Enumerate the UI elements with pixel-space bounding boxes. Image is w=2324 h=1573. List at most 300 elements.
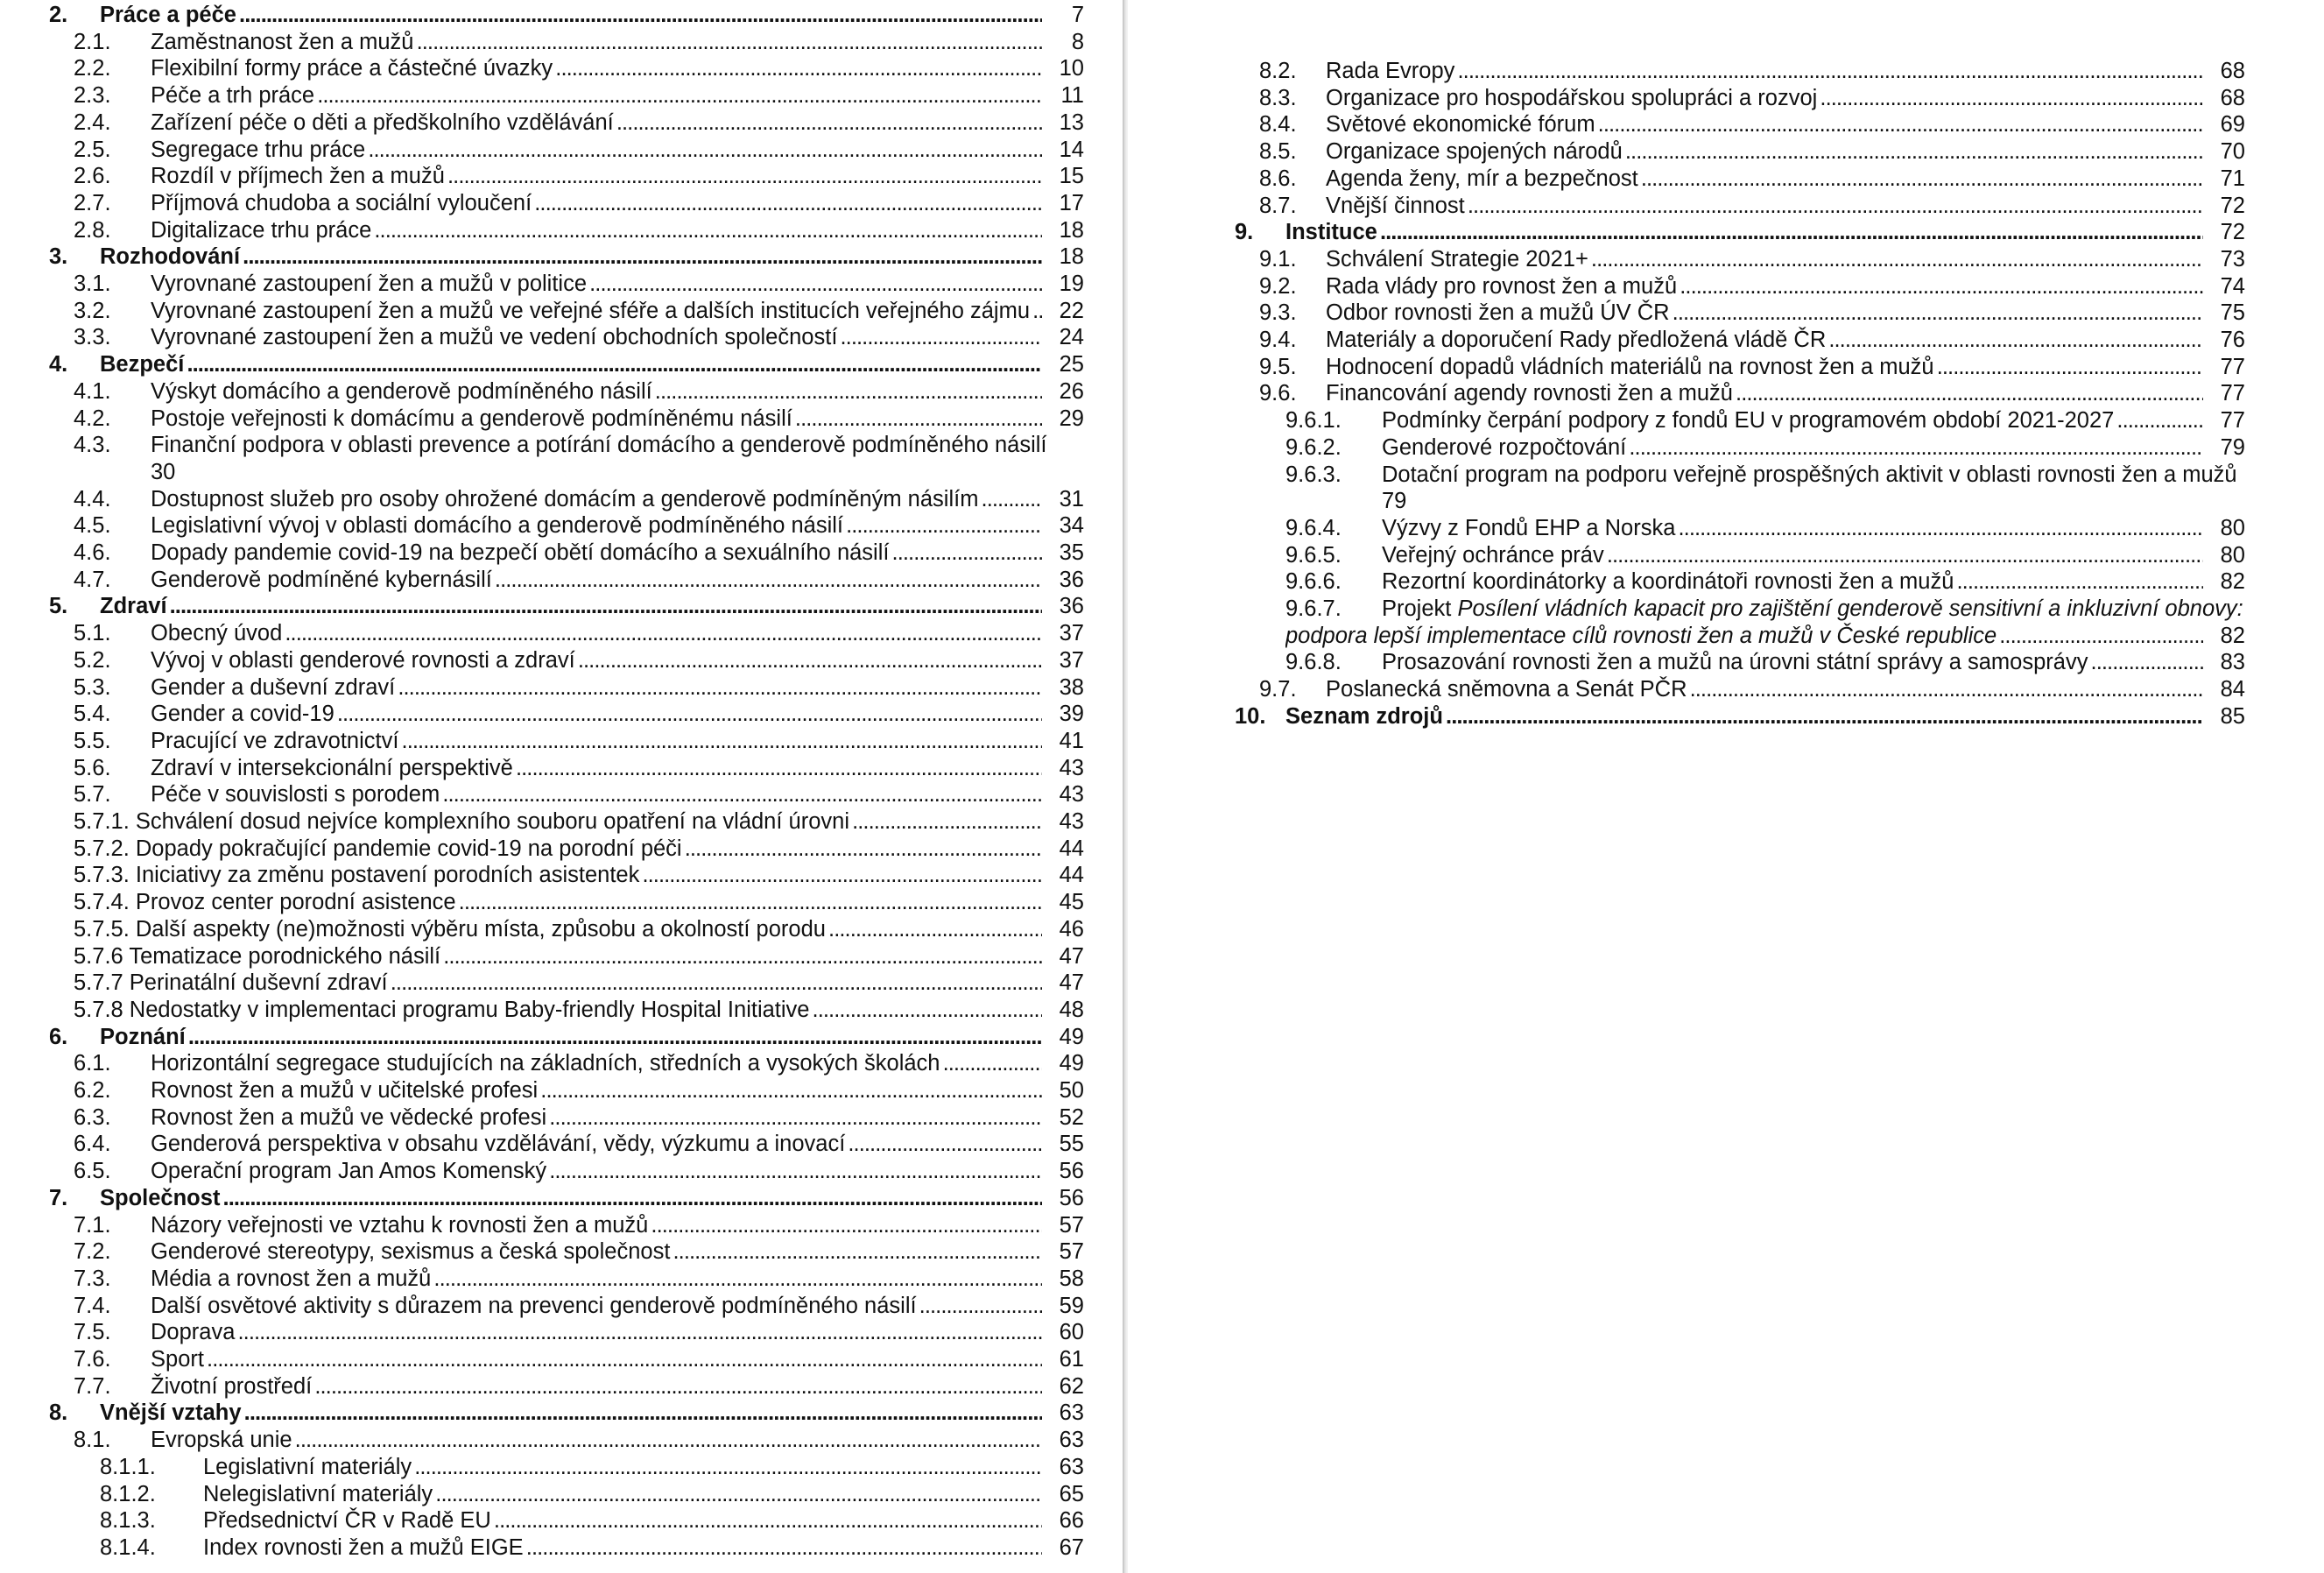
- toc-entry-title-text: Gender a duševní zdraví: [151, 674, 396, 700]
- toc-entry[interactable]: [1235, 219, 2245, 246]
- toc-entry[interactable]: [74, 620, 1084, 647]
- toc-entry-number: 2.8.: [74, 217, 111, 243]
- toc-entry-number: 9.6.4.: [1285, 515, 1342, 540]
- toc-entry-title-text: Rezortní koordinátorky a koordinátoři rovnosti žen a mužů: [1382, 569, 1954, 595]
- toc-entry-title-text: Dotační program na podporu veřejně prospěšných aktivit v oblasti rovnosti žen a mužů: [1382, 462, 2237, 487]
- toc-entry[interactable]: [1259, 327, 2245, 354]
- toc-entry-title-text: Digitalizace trhu práce: [151, 217, 372, 243]
- toc-entry-title: [100, 1185, 1042, 1212]
- toc-entry[interactable]: [1285, 407, 2245, 434]
- toc-entry-page: 82: [2217, 623, 2245, 650]
- toc-entry[interactable]: [74, 808, 1084, 836]
- toc-entry-title: [151, 109, 1042, 137]
- toc-entry-title-text: Projekt: [1382, 596, 1458, 621]
- toc-entry[interactable]: [1285, 462, 2245, 489]
- toc-entry[interactable]: [74, 567, 1084, 594]
- toc-entry-number: 4.7.: [74, 567, 111, 592]
- toc-entry[interactable]: [49, 2, 1084, 29]
- toc-entry-title: [1382, 515, 2203, 542]
- toc-entry-title: [1326, 111, 2203, 138]
- toc-entry[interactable]: [49, 351, 1084, 378]
- toc-entry[interactable]: [74, 1158, 1084, 1185]
- toc-entry-page: 47: [1056, 970, 1084, 997]
- toc-entry-page: 19: [1056, 271, 1084, 298]
- toc-entry[interactable]: [74, 298, 1084, 325]
- toc-entry-title-text: Agenda ženy, mír a bezpečnost: [1326, 166, 1638, 191]
- toc-entry-title: [1382, 462, 2237, 489]
- toc-entry-number: 4.5.: [74, 513, 111, 539]
- toc-entry-page: 85: [2217, 703, 2245, 730]
- toc-entry-title-text: Práce a péče: [100, 3, 236, 27]
- toc-entry[interactable]: [1259, 166, 2245, 193]
- toc-entry-title-text: Dostupnost služeb pro osoby ohrožené domácím a genderově podmíněným násilím: [151, 486, 979, 511]
- toc-entry[interactable]: [74, 1319, 1084, 1346]
- toc-entry-number: 7.1.: [74, 1212, 111, 1238]
- toc-entry[interactable]: [1259, 193, 2245, 220]
- toc-entry[interactable]: [1259, 273, 2245, 300]
- toc-entry-number: 7.2.: [74, 1239, 111, 1265]
- toc-entry-title-text: 5.7.6 Tematizace porodnického násilí: [74, 943, 441, 969]
- toc-entry-title: [1326, 138, 2203, 166]
- toc-entry-page: 37: [1056, 647, 1084, 674]
- toc-entry-number: 8.4.: [1259, 112, 1297, 138]
- toc-entry-number: 8.1.4.: [100, 1534, 156, 1560]
- toc-entry-page: 80: [2217, 542, 2245, 569]
- toc-entry[interactable]: [74, 109, 1084, 137]
- toc-entry[interactable]: [74, 1104, 1084, 1132]
- toc-entry-page: 62: [1056, 1373, 1084, 1400]
- toc-entry[interactable]: [74, 970, 1084, 997]
- toc-entry[interactable]: [74, 916, 1084, 943]
- toc-entry-page: 74: [2217, 273, 2245, 300]
- toc-entry[interactable]: [74, 190, 1084, 217]
- toc-entry-title: [100, 243, 1042, 271]
- toc-entry-title: [1285, 703, 2203, 730]
- toc-entry-title-text: Flexibilní formy práce a částečné úvazky: [151, 56, 553, 81]
- toc-entry-number: 8.: [49, 1400, 68, 1426]
- toc-entry[interactable]: [74, 1346, 1084, 1373]
- toc-entry-title: [151, 217, 1042, 244]
- toc-entry-title: [151, 324, 1042, 351]
- toc-entry-page: 72: [2217, 193, 2245, 220]
- toc-entry-number: 7.4.: [74, 1293, 111, 1318]
- toc-entry-number: 9.6.3.: [1285, 462, 1342, 487]
- toc-entry[interactable]: [100, 1507, 1084, 1534]
- toc-entry-title-text: Veřejný ochránce práv: [1382, 542, 1604, 568]
- toc-entry[interactable]: [74, 540, 1084, 567]
- toc-entry-title: [151, 781, 1042, 808]
- toc-entry-number: 4.3.: [74, 433, 111, 458]
- toc-entry-number: 9.3.: [1259, 300, 1297, 326]
- toc-entry-page: 56: [1056, 1185, 1084, 1212]
- toc-entry-number: 3.3.: [74, 325, 111, 350]
- toc-entry-title: [74, 862, 1042, 889]
- toc-entry-number: 8.6.: [1259, 166, 1297, 191]
- toc-entry-page: 79: [2217, 434, 2245, 462]
- toc-entry-number: 8.2.: [1259, 59, 1297, 83]
- toc-entry-title-text: Postoje veřejnosti k domácímu a genderově podmíněnému násilí: [151, 406, 792, 431]
- toc-entry-page: 63: [1056, 1400, 1084, 1427]
- toc-entry-number: 9.4.: [1259, 328, 1297, 352]
- toc-entry-page: 31: [1056, 486, 1084, 513]
- toc-entry-page: 60: [1056, 1319, 1084, 1346]
- toc-entry-page: 36: [1056, 567, 1084, 594]
- toc-entry-title-text: Zařízení péče o děti a předškolního vzdělávání: [151, 109, 614, 135]
- toc-entry[interactable]: [74, 29, 1084, 56]
- toc-entry[interactable]: [74, 486, 1084, 513]
- toc-entry[interactable]: [1285, 434, 2245, 462]
- toc-entry-title: [1326, 380, 2203, 407]
- toc-entry-page: 45: [1056, 889, 1084, 916]
- toc-entry-title: [74, 836, 1042, 863]
- toc-entry[interactable]: [1259, 58, 2245, 85]
- toc-entry-title-text: 5.7.2. Dopady pokračující pandemie covid-19 na porodní péči: [74, 836, 682, 861]
- toc-entry-number: 4.2.: [74, 406, 111, 431]
- toc-entry-page: 67: [1056, 1534, 1084, 1562]
- toc-entry-number: 2.: [49, 3, 68, 27]
- toc-entry-title: [151, 1158, 1042, 1185]
- toc-entry-title-text: Vyrovnané zastoupení žen a mužů ve vedení obchodních společností: [151, 325, 838, 350]
- toc-entry[interactable]: [49, 1185, 1084, 1212]
- toc-entry-number: 9.2.: [1259, 273, 1297, 299]
- toc-entry[interactable]: [1235, 703, 2245, 730]
- toc-entry-number: 7.: [49, 1185, 68, 1210]
- toc-entry[interactable]: [49, 1400, 1084, 1427]
- toc-entry-number: 5.7.: [74, 782, 111, 808]
- toc-entry-number: 5.1.: [74, 621, 111, 646]
- toc-entry-page: 77: [2217, 407, 2245, 434]
- toc-entry[interactable]: [74, 1212, 1084, 1239]
- toc-entry-title: [151, 1427, 1042, 1454]
- toc-entry-page: 43: [1056, 781, 1084, 808]
- toc-entry-number: 2.5.: [74, 137, 111, 162]
- toc-page-right: [1128, 0, 2324, 1573]
- toc-entry-title-text: Genderové stereotypy, sexismus a česká společnost: [151, 1239, 671, 1265]
- toc-entry[interactable]: [74, 163, 1084, 190]
- toc-entry-page: 8: [1068, 29, 1084, 56]
- toc-entry-number: 9.: [1235, 220, 1254, 245]
- toc-entry-page: 56: [1056, 1158, 1084, 1185]
- toc-entry-number: 4.6.: [74, 540, 111, 565]
- toc-entry-page: 82: [2217, 568, 2245, 596]
- toc-entry-title-text: 5.7.7 Perinatální duševní zdraví: [74, 970, 388, 996]
- toc-entry-title-text: Péče v souvislosti s porodem: [151, 782, 440, 808]
- toc-entry-title: [1326, 676, 2203, 703]
- toc-entry[interactable]: [74, 512, 1084, 540]
- toc-entry-title: [1326, 193, 2203, 220]
- toc-entry-number: 2.3.: [74, 83, 111, 109]
- toc-entry-title-text: Evropská unie: [151, 1428, 292, 1453]
- toc-entry-title: [74, 970, 1042, 997]
- toc-entry-title-text: Vyrovnané zastoupení žen a mužů v politice: [151, 272, 588, 296]
- toc-entry-title-text: Zaměstnanost žen a mužů: [151, 29, 414, 54]
- toc-entry[interactable]: [100, 1534, 1084, 1562]
- toc-entry-number: 2.2.: [74, 56, 111, 81]
- toc-entry-title: [151, 647, 1042, 674]
- toc-entry-number: 6.: [49, 1024, 68, 1049]
- toc-entry[interactable]: [74, 137, 1084, 164]
- toc-entry-page: 29: [1056, 406, 1084, 433]
- toc-entry[interactable]: [1285, 515, 2245, 542]
- toc-entry-title: [151, 406, 1042, 433]
- toc-entry[interactable]: [74, 406, 1084, 433]
- toc-entry[interactable]: [74, 271, 1084, 298]
- toc-entry-number: 8.3.: [1259, 85, 1297, 110]
- toc-entry[interactable]: [74, 1373, 1084, 1400]
- toc-entry-number: 9.6.1.: [1285, 408, 1342, 434]
- toc-entry-title-text: Organizace pro hospodářskou spolupráci a rozvoj: [1326, 85, 1818, 110]
- toc-entry-title-text: Poslanecká sněmovna a Senát PČR: [1326, 677, 1687, 702]
- toc-entry-title-text: Segregace trhu práce: [151, 137, 366, 162]
- toc-entry[interactable]: [1259, 111, 2245, 138]
- toc-entry-number: 5.2.: [74, 647, 111, 673]
- toc-entry-title-text: 5.7.5. Další aspekty (ne)možnosti výběru místa, způsobu a okolností porodu: [74, 916, 826, 942]
- toc-entry-title: [1326, 246, 2203, 273]
- toc-entry-title-text: Rozhodování: [100, 244, 241, 270]
- toc-entry[interactable]: [1259, 380, 2245, 407]
- toc-entry-title: [1285, 219, 2203, 246]
- toc-entry[interactable]: [74, 862, 1084, 889]
- toc-entry-page: 80: [2217, 515, 2245, 542]
- toc-entry[interactable]: [49, 1024, 1084, 1051]
- toc-entry-title: [1382, 596, 2243, 623]
- toc-entry[interactable]: [74, 674, 1084, 702]
- toc-entry-title: [151, 1346, 1042, 1373]
- toc-entry-title: [151, 567, 1042, 594]
- toc-entry-page: 63: [1056, 1427, 1084, 1454]
- toc-entry-title: [1382, 649, 2203, 676]
- toc-entry-title: [151, 190, 1042, 217]
- toc-entry-number: 2.6.: [74, 164, 111, 189]
- toc-entry-page: 83: [2217, 649, 2245, 676]
- toc-entry-title: [151, 674, 1042, 702]
- toc-entry[interactable]: [74, 1266, 1084, 1293]
- toc-entry-title-text: Prosazování rovnosti žen a mužů na úrovni státní správy a samosprávy: [1382, 650, 2088, 675]
- toc-entry-page: 15: [1056, 163, 1084, 190]
- toc-entry-page: 37: [1056, 620, 1084, 647]
- toc-entry-title: [1326, 166, 2203, 193]
- toc-entry-number: 10.: [1235, 703, 1266, 729]
- toc-entry-number: 9.1.: [1259, 246, 1297, 272]
- toc-entry[interactable]: [74, 889, 1084, 916]
- toc-entry-page: 70: [2217, 138, 2245, 166]
- toc-entry[interactable]: [49, 243, 1084, 271]
- toc-entry-title-italic-cont: podpora lepší implementace cílů rovnosti žen a mužů v České republice: [1285, 623, 1997, 648]
- toc-entry[interactable]: [1285, 568, 2245, 596]
- toc-entry-title-text: 5.7.1. Schválení dosud nejvíce komplexního souboru opatření na vládní úrovni: [74, 809, 849, 834]
- toc-entry[interactable]: [1259, 85, 2245, 112]
- toc-entry-title-text: Vývoj v oblasti genderové rovnosti a zdraví: [151, 647, 575, 673]
- toc-entry-title: [151, 755, 1042, 782]
- toc-entry[interactable]: [74, 728, 1084, 755]
- toc-entry[interactable]: [49, 593, 1084, 620]
- toc-entry-title-text: Genderově podmíněné kybernásilí: [151, 567, 492, 592]
- toc-entry-title-text: Schválení Strategie 2021+: [1326, 246, 1588, 272]
- toc-entry-title: [151, 163, 1042, 190]
- toc-entry-page: 48: [1056, 997, 1084, 1024]
- toc-entry-title: [151, 1238, 1042, 1266]
- toc-entry-number: 8.1.: [74, 1428, 111, 1453]
- toc-entry-number: 7.6.: [74, 1347, 111, 1372]
- toc-entry-title-text: Rozdíl v příjmech žen a mužů: [151, 164, 445, 189]
- toc-entry-title-text: Názory veřejnosti ve vztahu k rovnosti žen a mužů: [151, 1212, 649, 1238]
- toc-entry-title: [100, 593, 1042, 620]
- toc-entry-title: [1326, 327, 2203, 354]
- toc-entry-number: 3.2.: [74, 298, 111, 323]
- toc-entry-page: 76: [2217, 327, 2245, 354]
- toc-entry-number: 9.6.2.: [1285, 434, 1342, 460]
- toc-entry-title: [1326, 85, 2203, 112]
- toc-entry-page: 18: [1056, 243, 1084, 271]
- toc-entry-continuation: [1285, 623, 2245, 650]
- toc-entry-title-text: Zdraví v intersekcionální perspektivě: [151, 755, 513, 780]
- toc-entry[interactable]: [74, 1077, 1084, 1104]
- toc-entry[interactable]: [74, 1238, 1084, 1266]
- toc-entry-title-text: 5.7.8 Nedostatky v implementaci programu Baby-friendly Hospital Initiative: [74, 997, 810, 1022]
- toc-entry-page: 84: [2217, 676, 2245, 703]
- toc-entry-title: [151, 486, 1042, 513]
- toc-entry-number: 6.3.: [74, 1104, 111, 1130]
- toc-entry-title: [74, 889, 1042, 916]
- toc-entry-number: 3.: [49, 244, 68, 270]
- toc-entry-number: 9.6.6.: [1285, 569, 1342, 595]
- toc-entry-continuation: [151, 459, 326, 486]
- toc-entry[interactable]: [74, 836, 1084, 863]
- toc-entry-title: [151, 701, 1042, 728]
- toc-entry[interactable]: [74, 701, 1084, 728]
- toc-entry-title-text: Poznání: [100, 1024, 186, 1049]
- toc-entry-title-text: Příjmová chudoba a sociální vyloučení: [151, 190, 532, 215]
- toc-entry[interactable]: [74, 1050, 1084, 1077]
- toc-entry-title: [151, 1077, 1042, 1104]
- toc-entry-title: [151, 1050, 1042, 1077]
- toc-entry-number: 7.7.: [74, 1373, 111, 1399]
- toc-entry-page: 14: [1056, 137, 1084, 164]
- toc-entry-page: 25: [1056, 351, 1084, 378]
- toc-entry-title: [151, 728, 1042, 755]
- toc-entry-page: 57: [1056, 1238, 1084, 1266]
- toc-entry-title: [151, 298, 1042, 325]
- toc-entry-title: [100, 1400, 1042, 1427]
- toc-entry[interactable]: [1285, 596, 2245, 623]
- toc-entry-title: [151, 512, 1042, 540]
- toc-entry[interactable]: [74, 1131, 1084, 1158]
- toc-entry-title-text: Rovnost žen a mužů ve vědecké profesi: [151, 1104, 547, 1130]
- toc-entry[interactable]: [1259, 138, 2245, 166]
- toc-entry-title: [203, 1481, 1042, 1508]
- toc-entry-number: 9.6.: [1259, 381, 1297, 406]
- toc-entry-title: [151, 1373, 1042, 1400]
- toc-entry-title-text: Péče a trh práce: [151, 83, 315, 109]
- toc-entry-title: [151, 620, 1042, 647]
- toc-entry-page: 30: [151, 459, 176, 484]
- toc-entry[interactable]: [74, 1427, 1084, 1454]
- toc-entry[interactable]: [74, 997, 1084, 1024]
- toc-entry-number: 7.3.: [74, 1266, 111, 1291]
- toc-entry-title: [1326, 58, 2203, 85]
- toc-entry-title-text: Legislativní vývoj v oblasti domácího a genderově podmíněného násilí: [151, 513, 843, 539]
- toc-entry-title-text: Rada vlády pro rovnost žen a mužů: [1326, 273, 1678, 299]
- toc-entry-title-italic: Posílení vládních kapacit pro zajištění genderově sensitivní a inkluzivní obnovy:: [1457, 596, 2243, 621]
- toc-entry-number: 4.: [49, 352, 68, 377]
- toc-entry[interactable]: [1259, 676, 2245, 703]
- toc-entry-title: [151, 29, 1042, 56]
- toc-entry[interactable]: [74, 755, 1084, 782]
- toc-entry-title: [151, 540, 1042, 567]
- toc-entry[interactable]: [1259, 300, 2245, 327]
- toc-entry[interactable]: [100, 1454, 1084, 1481]
- toc-entry-number: 9.6.5.: [1285, 542, 1342, 568]
- toc-entry-number: 2.4.: [74, 109, 111, 135]
- toc-entry-page: 63: [1056, 1454, 1084, 1481]
- toc-entry[interactable]: [1259, 246, 2245, 273]
- toc-entry-number: 6.2.: [74, 1078, 111, 1103]
- toc-entry-page: 44: [1056, 836, 1084, 863]
- toc-entry-page: 77: [2217, 354, 2245, 381]
- toc-entry-title-text: Rada Evropy: [1326, 59, 1455, 83]
- toc-entry[interactable]: [74, 82, 1084, 109]
- toc-entry[interactable]: [100, 1481, 1084, 1508]
- toc-entry-title: [151, 432, 1047, 459]
- toc-entry-title: [203, 1507, 1042, 1534]
- toc-entry[interactable]: [74, 55, 1084, 82]
- toc-entry-title-text: Životní prostředí: [151, 1373, 313, 1399]
- toc-entry-title: [151, 1319, 1042, 1346]
- toc-entry-page: 73: [2217, 246, 2245, 273]
- toc-entry-page: 22: [1056, 298, 1084, 325]
- toc-entry-page: 24: [1056, 324, 1084, 351]
- toc-entry-page: 18: [1056, 217, 1084, 244]
- toc-entry[interactable]: [74, 217, 1084, 244]
- toc-entry-title: [1326, 354, 2203, 381]
- toc-entry[interactable]: [74, 943, 1084, 970]
- toc-entry-title-text: Vyrovnané zastoupení žen a mužů ve veřejné sféře a dalších institucích veřejného zájmu: [151, 298, 1031, 323]
- toc-entry-title-text: Rovnost žen a mužů v učitelské profesi: [151, 1078, 539, 1103]
- toc-entry-title: [151, 1131, 1042, 1158]
- toc-entry-title-text: Vnější vztahy: [100, 1400, 242, 1426]
- toc-entry[interactable]: [1285, 542, 2245, 569]
- toc-entry-page: 68: [2217, 85, 2245, 112]
- toc-entry-title: [1382, 407, 2203, 434]
- toc-entry-title: [203, 1534, 1042, 1562]
- toc-entry-page: 55: [1056, 1131, 1084, 1158]
- toc-entry[interactable]: [1259, 354, 2245, 381]
- toc-entry[interactable]: [74, 324, 1084, 351]
- toc-entry-title: [1382, 542, 2203, 569]
- toc-entry-page: 43: [1056, 808, 1084, 836]
- toc-entry[interactable]: [74, 378, 1084, 406]
- toc-entry-title-text: Financování agendy rovnosti žen a mužů: [1326, 381, 1733, 406]
- toc-entry-number: 5.4.: [74, 702, 111, 727]
- toc-entry[interactable]: [74, 647, 1084, 674]
- toc-entry-page: 41: [1056, 728, 1084, 755]
- toc-entry-title: [1326, 273, 2203, 300]
- toc-entry-page: 58: [1056, 1266, 1084, 1293]
- toc-entry[interactable]: [74, 781, 1084, 808]
- toc-entry-number: 2.1.: [74, 29, 111, 54]
- toc-entry[interactable]: [1285, 649, 2245, 676]
- toc-entry-title-text: Horizontální segregace studujících na základních, středních a vysokých školách: [151, 1051, 940, 1076]
- toc-entry-title-text: Seznam zdrojů: [1285, 703, 1443, 729]
- toc-entry-number: 5.: [49, 594, 68, 619]
- toc-entry[interactable]: [74, 432, 1084, 459]
- toc-entry-title: [74, 943, 1042, 970]
- toc-entry-page: 39: [1056, 701, 1084, 728]
- toc-entry-title-text: Předsednictví ČR v Radě EU: [203, 1508, 491, 1534]
- toc-entry[interactable]: [74, 1293, 1084, 1320]
- toc-entry-title-text: Finanční podpora v oblasti prevence a potírání domácího a genderově podmíněného násilí: [151, 433, 1047, 458]
- toc-entry-title-text: Bezpečí: [100, 352, 185, 377]
